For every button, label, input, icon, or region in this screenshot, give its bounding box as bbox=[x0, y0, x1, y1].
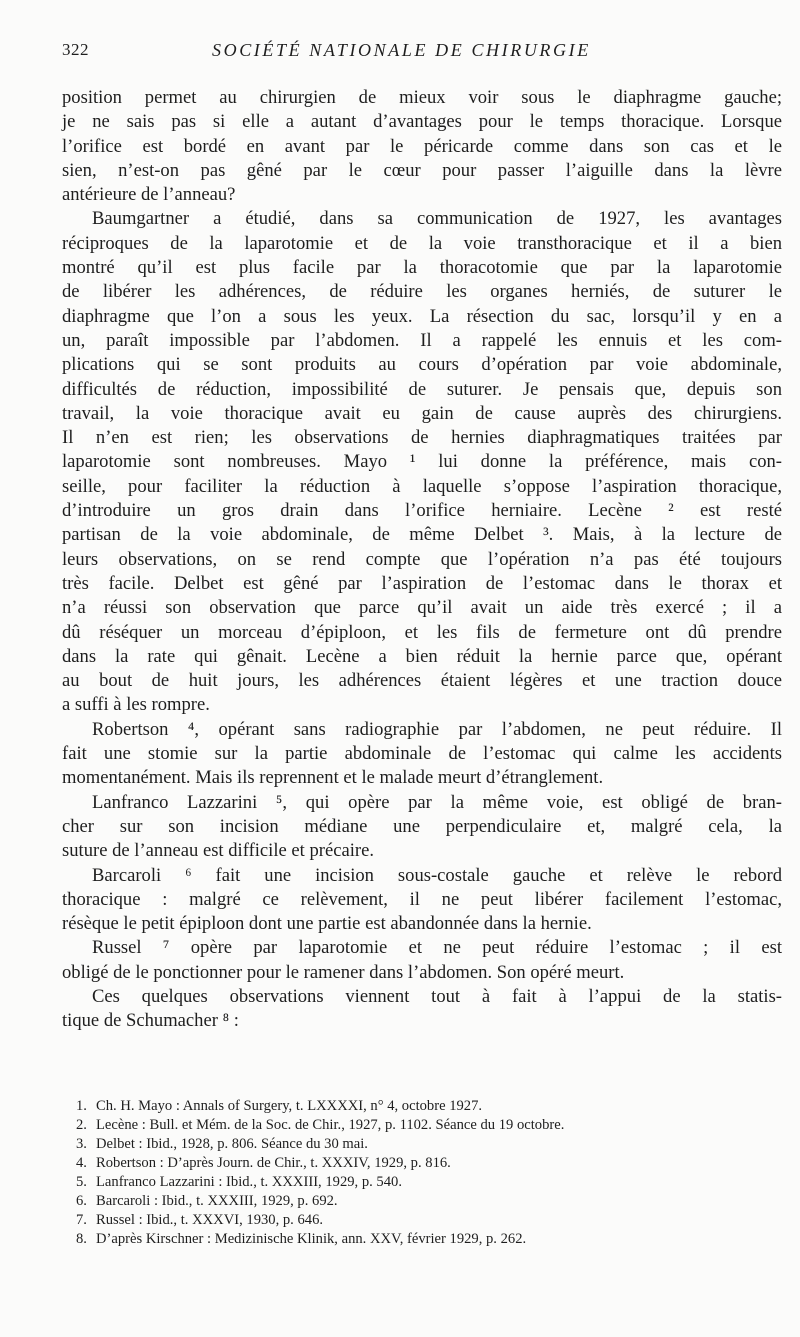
body-text bbox=[62, 86, 782, 1034]
footnote-number: 5. bbox=[76, 1174, 87, 1190]
text-line: diaphragme que l’on a sous les yeux. La résection du sac, lorsqu’il y en a bbox=[62, 305, 782, 327]
text-line: au bout de huit jours, les adhérences étaient légères et une traction douce bbox=[62, 670, 782, 692]
footnote-text: Lanfranco Lazzarini : Ibid., t. XXXIII, 1929, p. 540. bbox=[96, 1174, 402, 1190]
footnote-text: D’après Kirschner : Medizinische Klinik, ann. XXV, février 1929, p. 262. bbox=[96, 1231, 527, 1247]
footnote-number: 4. bbox=[76, 1155, 87, 1171]
text-line: obligé de le ponctionner pour le ramener dans l’abdomen. Son opéré meurt. bbox=[62, 961, 625, 983]
text-line: n’a réussi son observation que parce qu’il avait un aide très exercé ; il a bbox=[62, 597, 782, 619]
text-line: travail, la voie thoracique avait eu gain de cause auprès des chirurgiens. bbox=[62, 402, 782, 424]
text-line: partisan de la voie abdominale, de même Delbet ³. Mais, à la lecture de bbox=[62, 524, 782, 546]
paragraph bbox=[62, 864, 782, 937]
paragraph bbox=[62, 718, 782, 791]
footnote-number: 6. bbox=[76, 1193, 87, 1209]
text-line: difficultés de réduction, impossibilité de suturer. Je pensais que, depuis son bbox=[62, 378, 782, 400]
text-line: antérieure de l’anneau? bbox=[62, 184, 236, 206]
text-line: Barcaroli ⁶ fait une incision sous-costale gauche et relève le rebord bbox=[92, 864, 782, 886]
text-line: de libérer les adhérences, de réduire les organes herniés, de suturer le bbox=[62, 281, 782, 303]
text-line: position permet au chirurgien de mieux voir sous le diaphragme gauche; bbox=[62, 87, 782, 108]
paragraph bbox=[62, 791, 782, 864]
text-line: Lanfranco Lazzarini ⁵, qui opère par la même voie, est obligé de bran- bbox=[92, 791, 782, 813]
text-line: très facile. Delbet est gêné par l’aspiration de l’estomac dans le thorax et bbox=[62, 572, 782, 594]
text-line: dans la rate qui gênait. Lecène a bien réduit la hernie parce que, opérant bbox=[62, 645, 782, 667]
text-line: plications qui se sont produits au cours d’opération par voie abdominale, bbox=[62, 354, 782, 376]
text-line: Baumgartner a étudié, dans sa communication de 1927, les avantages bbox=[92, 208, 782, 230]
text-line: réciproques de la laparotomie et de la voie transthoracique et il a bien bbox=[62, 232, 782, 254]
text-line: un, paraît impossible par l’abdomen. Il a rappelé les ennuis et les com- bbox=[62, 329, 782, 351]
text-line: montré qu’il est plus facile par la thoracotomie que par la laparotomie bbox=[62, 257, 782, 279]
footnote-number: 8. bbox=[76, 1231, 87, 1247]
paragraph bbox=[62, 86, 782, 207]
text-line: momentanément. Mais ils reprennent et le malade meurt d’étranglement. bbox=[62, 767, 604, 789]
footnote-text: Robertson : D’après Journ. de Chir., t. XXXIV, 1929, p. 816. bbox=[96, 1155, 451, 1171]
text-line: dû réséquer un morceau d’épiploon, et les fils de fermeture ont dû prendre bbox=[62, 621, 782, 643]
text-line: je ne sais pas si elle a autant d’avantages pour le temps thoracique. Lorsque bbox=[62, 111, 782, 133]
footnote-text: Delbet : Ibid., 1928, p. 806. Séance du 30 mai. bbox=[96, 1136, 368, 1152]
text-line: leurs observations, on se rend compte que l’opération n’a pas été toujours bbox=[62, 548, 782, 570]
text-line: d’introduire un gros drain dans l’orifice herniaire. Lecène ² est resté bbox=[62, 500, 782, 522]
text-line: Ces quelques observations viennent tout à fait à l’appui de la statis- bbox=[92, 985, 782, 1007]
text-line: seille, pour faciliter la réduction à laquelle s’oppose l’aspiration thoracique, bbox=[62, 475, 782, 497]
text-line: suture de l’anneau est difficile et précaire. bbox=[62, 840, 374, 862]
footnote bbox=[76, 1192, 776, 1211]
footnote-number: 1. bbox=[76, 1098, 87, 1114]
paragraph bbox=[62, 207, 782, 717]
footnote-text: Russel : Ibid., t. XXXVI, 1930, p. 646. bbox=[96, 1212, 324, 1228]
text-line: Il n’en est rien; les observations de hernies diaphragmatiques traitées par bbox=[62, 427, 782, 449]
paragraph bbox=[62, 936, 782, 985]
text-line: l’orifice est bordé en avant par le péricarde comme dans son cas et le bbox=[62, 135, 782, 157]
text-line: laparotomie sont nombreuses. Mayo ¹ lui donne la préférence, mais con- bbox=[62, 451, 782, 473]
text-line: a suffi à les rompre. bbox=[62, 694, 210, 716]
footnote bbox=[76, 1097, 776, 1116]
text-line: résèque le petit épiploon dont une partie est abandonnée dans la hernie. bbox=[62, 913, 592, 935]
text-line: tique de Schumacher ⁸ : bbox=[62, 1010, 239, 1032]
footnote-text: Barcaroli : Ibid., t. XXXIII, 1929, p. 692. bbox=[96, 1193, 338, 1209]
footnote-number: 3. bbox=[76, 1136, 87, 1152]
text-line: cher sur son incision médiane une perpendiculaire et, malgré cela, la bbox=[62, 815, 782, 837]
text-line: Robertson ⁴, opérant sans radiographie par l’abdomen, ne peut réduire. Il bbox=[92, 718, 782, 740]
text-line: fait une stomie sur la partie abdominale de l’estomac qui calme les accidents bbox=[62, 743, 782, 765]
text-line: Russel ⁷ opère par laparotomie et ne peut réduire l’estomac ; il est bbox=[92, 937, 782, 959]
footnote-number: 7. bbox=[76, 1212, 87, 1228]
page-header bbox=[62, 40, 772, 66]
footnote bbox=[76, 1230, 776, 1249]
footnote bbox=[76, 1116, 776, 1135]
text-line: sien, n’est-on pas gêné par le cœur pour passer l’aiguille dans la lèvre bbox=[62, 159, 782, 181]
footnote bbox=[76, 1135, 776, 1154]
text-line: thoracique : malgré ce relèvement, il ne peut libérer facilement l’estomac, bbox=[62, 888, 782, 910]
footnote bbox=[76, 1173, 776, 1192]
running-head: SOCIÉTÉ NATIONALE DE CHIRURGIE bbox=[212, 40, 591, 60]
footnote bbox=[76, 1211, 776, 1230]
paragraph bbox=[62, 985, 782, 1034]
footnote-text: Ch. H. Mayo : Annals of Surgery, t. LXXXXI, n° 4, octobre 1927. bbox=[96, 1098, 483, 1114]
footnote bbox=[76, 1154, 776, 1173]
footnotes bbox=[76, 1097, 776, 1249]
footnote-number: 2. bbox=[76, 1117, 87, 1133]
footnote-text: Lecène : Bull. et Mém. de la Soc. de Chir., 1927, p. 1102. Séance du 19 octobre. bbox=[96, 1117, 565, 1133]
page-number: 322 bbox=[62, 40, 89, 59]
